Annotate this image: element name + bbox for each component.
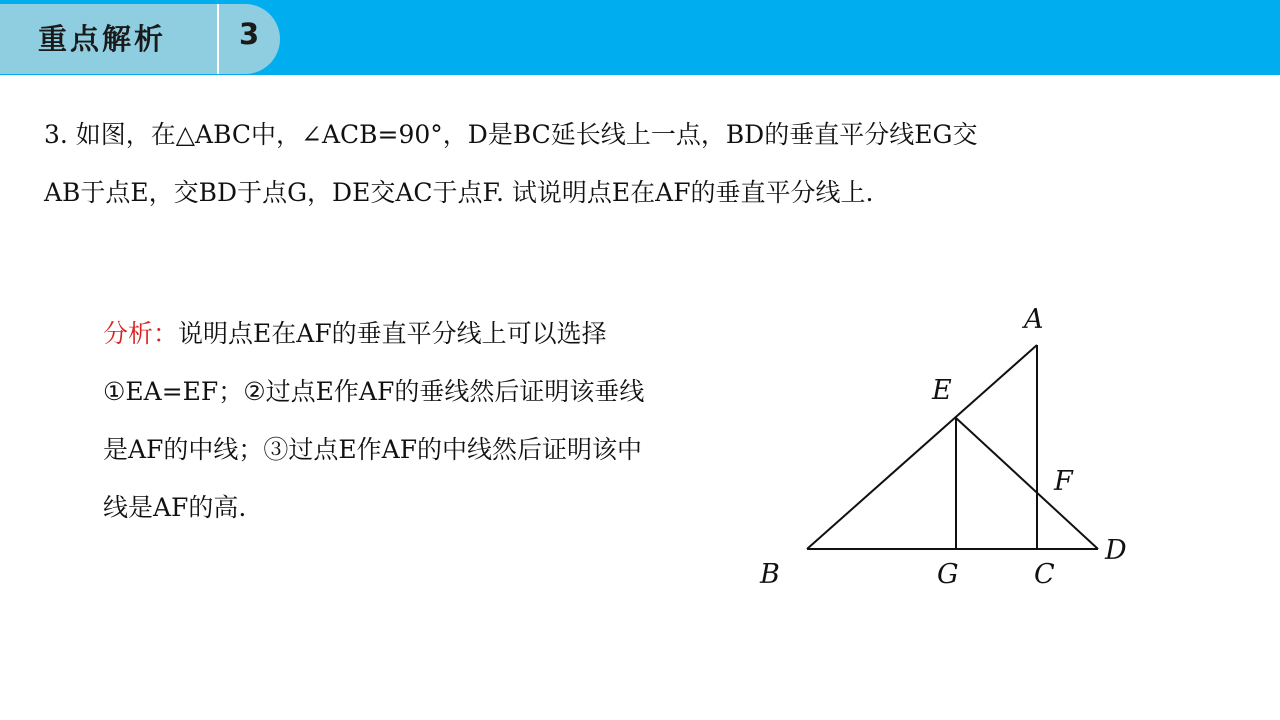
analysis-line-3: 是AF的中线；③过点E作AF的中线然后证明该中 [103,435,643,464]
point-label-A: A [1024,304,1044,335]
section-title: 重点解析 [38,22,167,56]
point-label-D: D [1105,535,1127,566]
tab-divider [217,4,219,74]
analysis-text-1: 说明点E在AF的垂直平分线上可以选择 [178,319,607,348]
segment-BA [807,345,1037,549]
problem-statement [44,106,1244,222]
analysis-line-4: 线是AF的高. [103,493,247,522]
analysis-block [103,305,783,537]
point-label-F: F [1054,466,1073,497]
problem-line-1: 3. 如图，在△ABC中，∠ACB=90°，D是BC延长线上一点，BD的垂直平分线EG交 [44,120,978,149]
point-label-G: G [937,559,959,590]
analysis-label: 分析： [103,319,179,348]
segment-ED [956,418,1098,549]
analysis-line-1 [103,305,783,363]
section-number: 3 [239,17,260,51]
problem-line-2: AB于点E，交BD于点G，DE交AC于点F. 试说明点E在AF的垂直平分线上. [44,178,874,207]
point-label-B: B [760,559,780,590]
geometry-figure [750,296,1150,606]
analysis-line-2: ①EA=EF；②过点E作AF的垂线然后证明该垂线 [103,377,645,406]
point-label-E: E [932,375,952,406]
point-label-C: C [1034,559,1055,590]
